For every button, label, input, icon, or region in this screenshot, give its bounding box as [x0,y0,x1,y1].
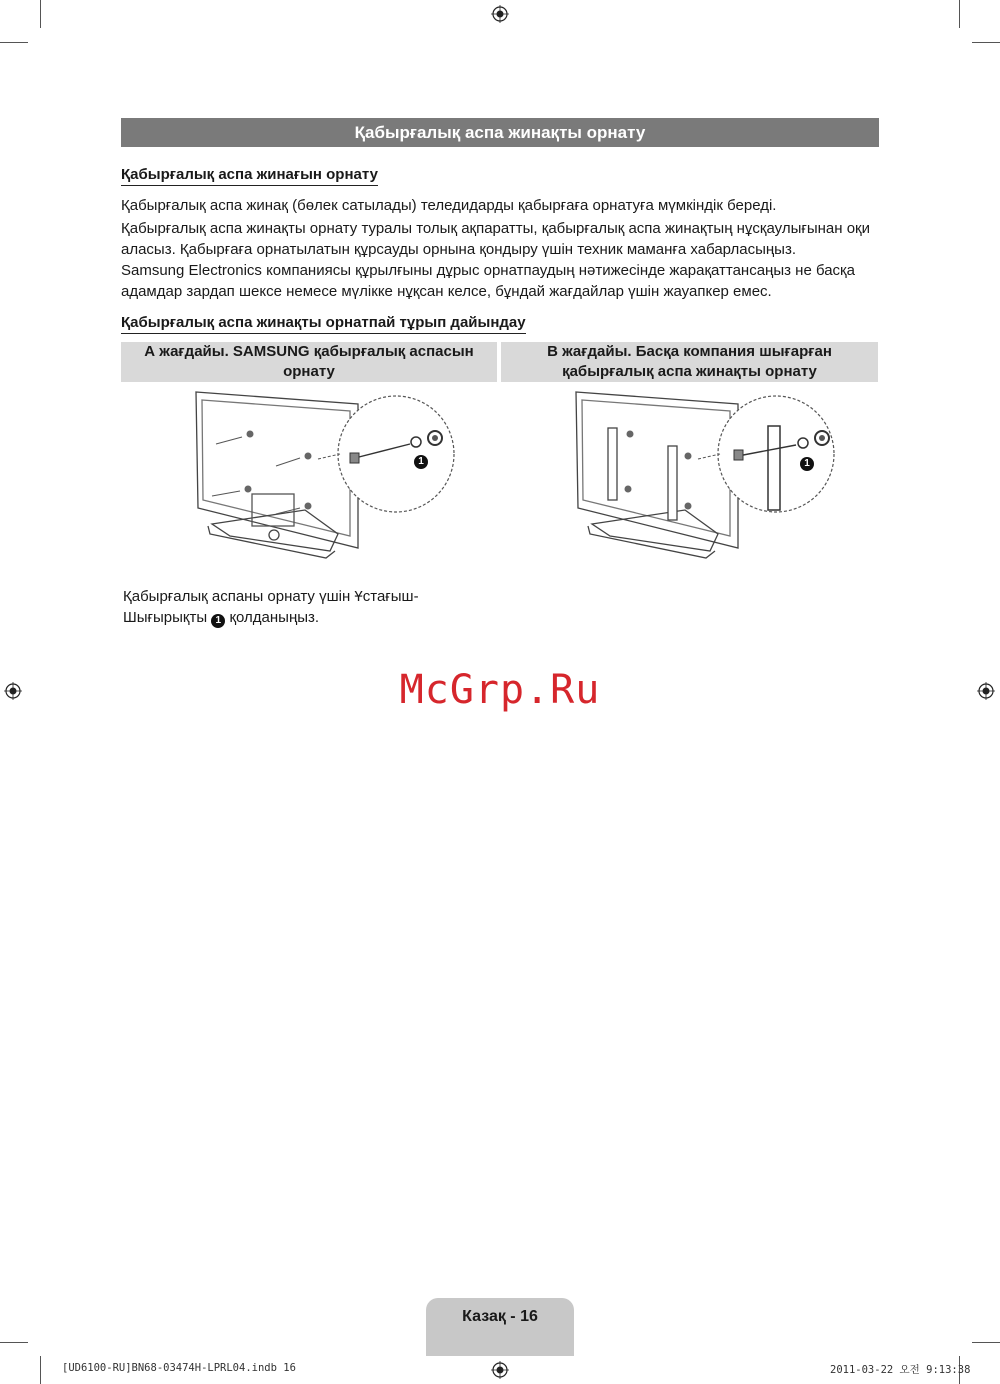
subheading-install-kit: Қабырғалық аспа жинағын орнату [121,166,378,186]
registration-mark-icon [491,5,509,23]
crop-mark [0,42,28,43]
callout-number-b: 1 [800,457,814,471]
crop-mark [40,1356,41,1384]
crop-mark [959,0,960,28]
crop-mark [40,0,41,28]
slug-timestamp: 2011-03-22 오전 9:13:38 [830,1364,971,1376]
case-b-header [501,342,878,382]
paragraph-info: Қабырғалық аспа жинақты орнату туралы толық ақпаратты, қабырғалық аспа жинақтың нұсқаулығынан оқи аласыз. Қабырғаға орнатылатын құрсауды орнына қондыру үшін техник маманға хабарласыңыз. [121,220,870,258]
tv-back-illustration-b [570,386,852,570]
section-title: Қабырғалық аспа жинақты орнату [121,118,879,147]
case-b-title: В жағдайы. Басқа компания шығарған қабырғалық аспа жинақты орнату [547,343,832,380]
case-a-title: А жағдайы. SAMSUNG қабырғалық аспасын орнату [144,343,474,380]
paragraph-intro: Қабырғалық аспа жинақ (бөлек сатылады) теледидарды қабырғаға орнатуға мүмкіндік береді. [121,197,777,214]
registration-mark-icon [491,1361,509,1379]
caption-text-after: қолданыңыз. [229,609,320,626]
callout-number-caption: 1 [211,614,225,628]
footer-page-number: Казақ - 16 [426,1298,574,1356]
crop-mark [972,1342,1000,1343]
callout-number-a: 1 [414,455,428,469]
slug-file-info: [UD6100-RU]BN68-03474H-LPRL04.indb 16 [62,1362,296,1374]
caption-text-before: Қабырғалық аспаны орнату үшін Ұстағыш-Шығырықты [123,588,419,626]
crop-mark [0,1342,28,1343]
crop-mark [972,42,1000,43]
paragraph-disclaimer: Samsung Electronics компаниясы құрылғыны дұрыс орнатпаудың нәтижесінде жарақаттансаңыз не басқа адамдар зардап шексе немесе мүлікке нұқсан келсе, бұндай жағдайлар үшін жауапкер емес. [121,262,855,300]
case-a-header [121,342,497,382]
tv-back-illustration-a [190,386,472,570]
subheading-prepare: Қабырғалық аспа жинақты орнатпай тұрып дайындау [121,314,526,334]
caption [123,586,453,628]
watermark: McGrp.Ru [399,667,601,713]
